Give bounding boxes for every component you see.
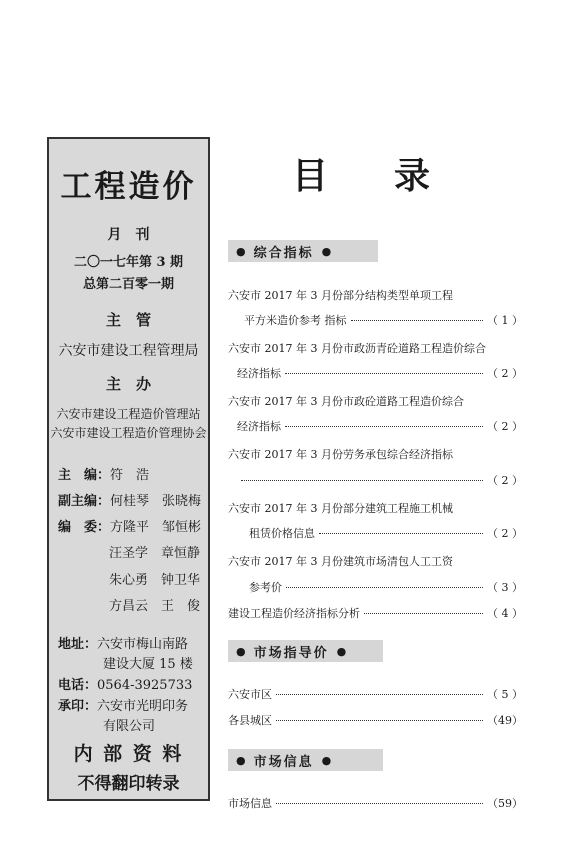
toc-title xyxy=(292,148,430,199)
committee-names-2: 汪圣学 章恒静 xyxy=(109,546,201,561)
journal-title: 工程造价 xyxy=(60,169,197,205)
section-title: 市场指导价 xyxy=(253,645,329,661)
dot-leader xyxy=(319,533,483,534)
dot-leader xyxy=(241,480,483,481)
printer-label: 承印： xyxy=(58,699,98,714)
deputy-editor-label: 副主编： xyxy=(58,494,111,509)
toc-entry-line[interactable]: 六安市 2017 年 3 月份部分建筑工程施工机械 xyxy=(228,502,453,515)
dot-leader xyxy=(364,613,483,614)
toc-page-number: （ 5 ） xyxy=(487,688,523,701)
bullet-icon: ● xyxy=(336,644,347,658)
committee-label: 编 委： xyxy=(58,520,111,535)
toc-entry-row[interactable] xyxy=(228,686,523,702)
phone-label: 电话： xyxy=(58,678,98,693)
toc-entry-line[interactable]: 六安市 2017 年 3 月份劳务承包综合经济指标 xyxy=(228,448,453,461)
toc-page-number: （59） xyxy=(487,797,523,810)
deputy-editor-line xyxy=(58,490,201,509)
toc-entry-text: 租赁价格信息 xyxy=(249,527,315,540)
section-title: 市场信息 xyxy=(253,754,314,770)
editor-name: 符 浩 xyxy=(110,468,150,483)
toc-entry-text: 市场信息 xyxy=(228,797,272,810)
dot-leader xyxy=(285,426,483,427)
section-header-indicators xyxy=(228,240,378,262)
section-header-market-price xyxy=(228,640,383,662)
toc-entry-text: 各县城区 xyxy=(228,714,272,727)
toc-entry-text: 经济指标 xyxy=(237,420,281,433)
journal-frequency: 月 刊 xyxy=(107,227,150,243)
dot-leader xyxy=(351,320,484,321)
toc-page-number: （ 2 ） xyxy=(487,420,523,433)
bullet-icon: ● xyxy=(321,753,332,767)
address-line xyxy=(58,633,188,652)
section-header-market-info xyxy=(228,749,383,771)
toc-entry-row[interactable] xyxy=(249,525,523,541)
toc-page-number: （ 2 ） xyxy=(487,527,523,540)
toc-page-number: （ 4 ） xyxy=(487,607,523,620)
toc-entry-text: 参考价 xyxy=(249,581,282,594)
deputy-editor-names: 何桂琴 张晓梅 xyxy=(110,494,202,509)
toc-page-number: （ 1 ） xyxy=(487,314,523,327)
phone-line xyxy=(58,674,192,693)
bullet-icon: ● xyxy=(236,244,246,258)
internal-notice: 内 部 资 料 xyxy=(73,743,184,765)
phone-number: 0564-3925733 xyxy=(97,678,193,693)
supervisor-name: 六安市建设工程管理局 xyxy=(58,343,199,359)
sponsor-2: 六安市建设工程造价管理协会 xyxy=(50,426,207,440)
toc-entry-text: 六安市区 xyxy=(228,688,272,701)
printer-name-2: 有限公司 xyxy=(103,719,156,734)
printer-line xyxy=(58,695,188,714)
toc-entry-row[interactable] xyxy=(237,472,523,488)
toc-entry-line[interactable]: 六安市 2017 年 3 月份部分结构类型单项工程 xyxy=(228,289,453,302)
toc-title-char-1: 目 xyxy=(292,156,329,197)
toc-entry-row[interactable] xyxy=(244,312,523,328)
toc-title-char-2: 录 xyxy=(394,156,431,197)
toc-entry-row[interactable] xyxy=(237,418,523,434)
bullet-icon: ● xyxy=(236,644,246,658)
bullet-icon: ● xyxy=(321,244,332,258)
toc-entry-row[interactable] xyxy=(249,579,523,595)
dot-leader xyxy=(276,694,483,695)
toc-entry-row[interactable] xyxy=(228,795,523,811)
toc-page-number: （49） xyxy=(487,714,523,727)
toc-entry-line[interactable]: 六安市 2017 年 3 月份建筑市场清包人工工资 xyxy=(228,555,453,568)
toc-entry-text: 平方米造价参考 指标 xyxy=(244,314,347,327)
dot-leader xyxy=(286,587,483,588)
toc-entry-row[interactable] xyxy=(237,365,523,381)
sponsor-1: 六安市建设工程造价管理站 xyxy=(56,407,201,421)
section-title: 综合指标 xyxy=(253,245,314,261)
address-2: 建设大厦 15 楼 xyxy=(103,657,193,672)
toc-entry-line[interactable]: 六安市 2017 年 3 月份市政沥青砼道路工程造价综合 xyxy=(228,342,486,355)
bullet-icon: ● xyxy=(236,753,246,767)
masthead-sidebar xyxy=(47,137,210,801)
address-1: 六安市梅山南路 xyxy=(97,637,189,652)
dot-leader xyxy=(276,803,483,804)
no-reprint-notice: 不得翻印转录 xyxy=(77,774,180,794)
address-label: 地址： xyxy=(58,637,98,652)
dot-leader xyxy=(285,373,483,374)
toc-page-number: （ 3 ） xyxy=(487,581,523,594)
sponsor-label: 主 办 xyxy=(105,375,151,393)
toc-entry-line[interactable]: 六安市 2017 年 3 月份市政砼道路工程造价综合 xyxy=(228,395,464,408)
toc-page-number: （ 2 ） xyxy=(487,367,523,380)
supervisor-label: 主 管 xyxy=(105,311,151,329)
total-issue-number: 总第二百零一期 xyxy=(82,277,174,292)
editor-line xyxy=(58,464,149,483)
printer-name-1: 六安市光明印务 xyxy=(97,699,189,714)
committee-names-3: 朱心勇 钟卫华 xyxy=(109,573,201,588)
toc-entry-row[interactable] xyxy=(228,605,523,621)
toc-entry-text: 经济指标 xyxy=(237,367,281,380)
editor-label: 主 编： xyxy=(58,468,111,483)
toc-page-number: （ 2 ） xyxy=(487,474,523,487)
issue-number: 二〇一七年第 3 期 xyxy=(73,255,184,270)
dot-leader xyxy=(276,720,483,721)
committee-names-4: 方昌云 王 俊 xyxy=(109,599,201,614)
committee-names-1: 方隆平 邹恒彬 xyxy=(110,520,202,535)
toc-entry-text: 建设工程造价经济指标分析 xyxy=(228,607,360,620)
committee-line xyxy=(58,516,201,535)
toc-entry-row[interactable] xyxy=(228,712,523,728)
